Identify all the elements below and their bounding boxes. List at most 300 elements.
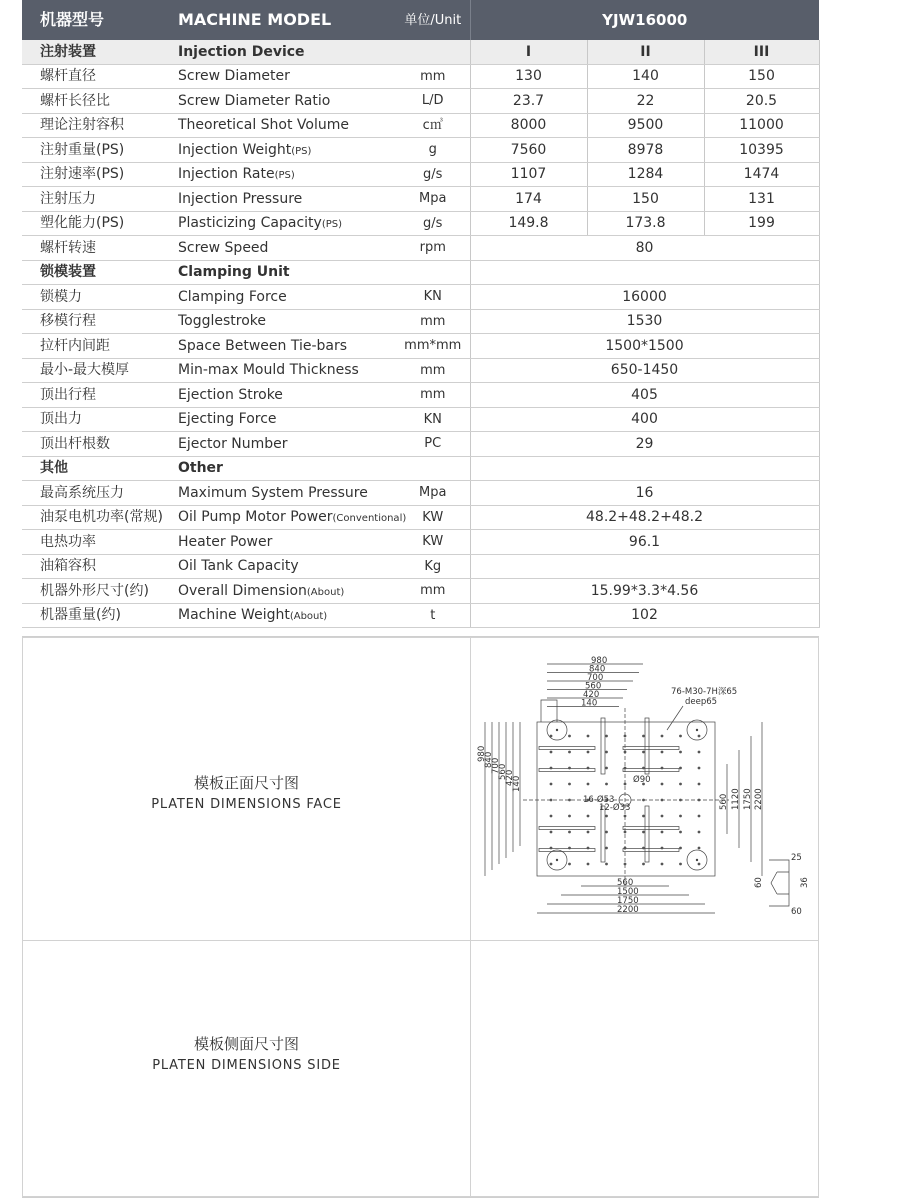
row-cn: 螺杆转速 (22, 236, 172, 261)
row-value (470, 554, 819, 579)
row-cn: 注射重量(PS) (22, 138, 172, 163)
row-unit: g/s (396, 162, 470, 187)
thread-hole (698, 847, 701, 850)
slot-vertical (645, 806, 649, 862)
dim-label-left: 420 (505, 769, 515, 786)
row-cn: 最高系统压力 (22, 481, 172, 506)
dim-label-bottom: 1500 (617, 887, 639, 897)
row-en (172, 113, 396, 138)
row-unit: Mpa (396, 481, 470, 506)
row-value: 1474 (704, 162, 819, 187)
thread-hole (642, 735, 645, 738)
thread-hole (568, 735, 571, 738)
row-en-text: Plasticizing Capacity (178, 215, 322, 232)
row-value: 48.2+48.2+48.2 (470, 505, 819, 530)
thread-hole (642, 815, 645, 818)
row-en (172, 64, 396, 89)
section-en: Injection Device (172, 40, 396, 64)
table-row (22, 505, 819, 530)
thread-hole (605, 767, 608, 770)
thread-hole (698, 799, 701, 802)
slot (623, 769, 679, 772)
row-cn: 塑化能力(PS) (22, 211, 172, 236)
row-value: 130 (470, 64, 587, 89)
row-en (172, 554, 396, 579)
dim-label-bottom: 2200 (617, 905, 639, 915)
section-unit (396, 260, 470, 285)
row-value: 150 (587, 187, 704, 212)
row-en (172, 358, 396, 383)
thread-hole (642, 751, 645, 754)
thread-hole (698, 783, 701, 786)
table-row (22, 138, 819, 163)
thread-hole (679, 799, 682, 802)
thread-hole (698, 767, 701, 770)
section-injection (22, 40, 819, 64)
slot-vertical (645, 718, 649, 774)
section-clamping (22, 260, 819, 285)
row-en-text: Injection Rate (178, 166, 275, 183)
row-unit: Mpa (396, 187, 470, 212)
dim-label-left: 140 (512, 775, 522, 792)
thread-hole (624, 735, 627, 738)
table-row (22, 481, 819, 506)
thread-hole (642, 831, 645, 834)
thread-hole (661, 783, 664, 786)
slot (539, 769, 595, 772)
spec-table-body (22, 0, 819, 628)
slot-detail (769, 860, 789, 906)
face-caption-cell (22, 637, 471, 941)
face-drawing-cell (470, 637, 819, 941)
row-cn: 电热功率 (22, 530, 172, 555)
row-unit: PC (396, 432, 470, 457)
thread-hole (624, 863, 627, 866)
thread-hole (587, 831, 590, 834)
row-unit: t (396, 603, 470, 628)
table-row (22, 383, 819, 408)
deep-note: deep65 (685, 697, 718, 707)
row-unit: c㎥ (396, 113, 470, 138)
row-en (172, 383, 396, 408)
thread-hole (587, 735, 590, 738)
thread-hole (679, 863, 682, 866)
row-value: 23.7 (470, 89, 587, 114)
thread-hole (605, 847, 608, 850)
table-row (22, 358, 819, 383)
dim-label-left: 560 (498, 763, 508, 780)
table-row (22, 113, 819, 138)
row-en (172, 309, 396, 334)
tie-bar-center (696, 729, 698, 731)
row-value: 149.8 (470, 211, 587, 236)
thread-hole (661, 847, 664, 850)
thread-hole (679, 815, 682, 818)
header-model: YJW16000 (470, 0, 819, 40)
thread-hole (550, 751, 553, 754)
side-caption-en: PLATEN DIMENSIONS SIDE (152, 1058, 341, 1073)
row-en (172, 285, 396, 310)
header-en: MACHINE MODEL (172, 0, 396, 40)
row-unit: mm (396, 383, 470, 408)
thread-hole (679, 751, 682, 754)
row-value: 20.5 (704, 89, 819, 114)
slot (539, 849, 595, 852)
row-en-text: Ejector Number (178, 435, 288, 452)
row-unit: KN (396, 285, 470, 310)
dim-label-left: 840 (484, 751, 494, 768)
table-row (22, 579, 819, 604)
thread-hole (698, 735, 701, 738)
thread-hole (624, 767, 627, 770)
face-caption (23, 772, 470, 812)
spec-table (22, 0, 820, 628)
row-en-text: Heater Power (178, 533, 273, 550)
table-row (22, 309, 819, 334)
note-leader (667, 706, 683, 730)
table-row (22, 89, 819, 114)
dim-label-top: 840 (589, 664, 606, 675)
thread-hole (568, 815, 571, 818)
thread-hole (568, 863, 571, 866)
row-unit: g (396, 138, 470, 163)
row-unit: mm (396, 309, 470, 334)
thread-hole (679, 783, 682, 786)
dim-label-top: 560 (585, 681, 602, 692)
row-cn: 最小-最大模厚 (22, 358, 172, 383)
section-cn: 其他 (22, 456, 172, 481)
thread-hole (568, 783, 571, 786)
row-cn: 油泵电机功率(常规) (22, 505, 172, 530)
thread-hole (568, 799, 571, 802)
slot (539, 747, 595, 750)
row-value: 400 (470, 407, 819, 432)
thread-hole (679, 847, 682, 850)
thread-hole (661, 815, 664, 818)
thread-hole (587, 767, 590, 770)
thread-hole (698, 815, 701, 818)
slot-dim-25: 25 (791, 853, 802, 863)
row-cn: 移模行程 (22, 309, 172, 334)
holes-a-label: 16-Ø53 (583, 795, 615, 805)
slot-dim-60b: 60 (791, 907, 802, 917)
row-cn: 顶出行程 (22, 383, 172, 408)
column-label: III (704, 40, 819, 64)
dim-label-bottom: 1750 (617, 896, 639, 906)
row-cn: 顶出杆根数 (22, 432, 172, 457)
face-caption-cn: 模板正面尺寸图 (193, 774, 299, 792)
thread-hole (624, 815, 627, 818)
row-value: 1284 (587, 162, 704, 187)
row-value: 102 (470, 603, 819, 628)
thread-hole (568, 751, 571, 754)
row-unit: KN (396, 407, 470, 432)
row-en-text: Ejection Stroke (178, 386, 283, 403)
row-en-text: Screw Diameter Ratio (178, 92, 331, 109)
row-cn: 注射速率(PS) (22, 162, 172, 187)
thread-hole (661, 863, 664, 866)
slot-vertical (601, 718, 605, 774)
dim-label-top: 980 (591, 656, 608, 666)
row-value: 131 (704, 187, 819, 212)
thread-hole (587, 847, 590, 850)
row-value: 22 (587, 89, 704, 114)
table-row (22, 236, 819, 261)
row-en-note: (PS) (321, 219, 342, 231)
row-value: 8000 (470, 113, 587, 138)
thread-hole (550, 783, 553, 786)
thread-hole (605, 831, 608, 834)
row-value: 199 (704, 211, 819, 236)
thread-hole (624, 783, 627, 786)
row-value: 8978 (587, 138, 704, 163)
side-caption (23, 1033, 470, 1073)
section-blank (470, 260, 819, 285)
table-row (22, 64, 819, 89)
row-cn: 油箱容积 (22, 554, 172, 579)
row-value: 1530 (470, 309, 819, 334)
thread-hole (568, 831, 571, 834)
table-row (22, 187, 819, 212)
thread-hole (550, 815, 553, 818)
dim-label-top: 420 (583, 690, 600, 700)
section-other (22, 456, 819, 481)
side-drawing-cell (470, 940, 819, 1197)
platen-tab (541, 700, 557, 722)
dim-label-right: 1750 (743, 788, 753, 810)
row-en (172, 211, 396, 236)
row-value: 16 (470, 481, 819, 506)
row-en-text: Togglestroke (178, 313, 267, 330)
section-en: Other (172, 456, 396, 481)
row-unit: Kg (396, 554, 470, 579)
platen-face-drawing (471, 638, 818, 940)
row-cn: 机器外形尺寸(约) (22, 579, 172, 604)
row-value: 96.1 (470, 530, 819, 555)
row-en (172, 138, 396, 163)
dim-label-top: 140 (581, 698, 598, 709)
row-cn: 锁模力 (22, 285, 172, 310)
row-en-text: Oil Tank Capacity (178, 558, 299, 575)
row-value: 140 (587, 64, 704, 89)
slot (539, 827, 595, 830)
row-cn: 螺杆直径 (22, 64, 172, 89)
thread-hole (642, 863, 645, 866)
section-en: Clamping Unit (172, 260, 396, 285)
row-unit: rpm (396, 236, 470, 261)
row-en-text: Space Between Tie-bars (178, 337, 348, 354)
table-row (22, 554, 819, 579)
row-en-text: Overall Dimension (178, 582, 307, 599)
row-value: 405 (470, 383, 819, 408)
tie-bar-center (696, 859, 698, 861)
thread-hole (661, 799, 664, 802)
thread-hole (605, 783, 608, 786)
slot-dim-60a: 60 (754, 877, 764, 888)
row-en-text: Screw Diameter (178, 68, 290, 85)
row-unit: mm (396, 64, 470, 89)
row-cn: 顶出力 (22, 407, 172, 432)
row-en (172, 432, 396, 457)
dim-label-left: 980 (477, 745, 487, 762)
thread-hole (587, 783, 590, 786)
dim-label-top: 700 (587, 673, 604, 683)
row-cn: 螺杆长径比 (22, 89, 172, 114)
row-en (172, 505, 407, 530)
row-unit: mm*mm (396, 334, 470, 359)
row-value: 7560 (470, 138, 587, 163)
thread-hole (605, 863, 608, 866)
thread-hole (568, 847, 571, 850)
row-cn: 机器重量(约) (22, 603, 172, 628)
thread-hole (587, 751, 590, 754)
thread-hole (624, 847, 627, 850)
row-en (172, 334, 396, 359)
thread-hole (661, 735, 664, 738)
section-unit (396, 456, 470, 481)
section-blank (470, 456, 819, 481)
table-row (22, 211, 819, 236)
row-value: 1500*1500 (470, 334, 819, 359)
row-en-text: Injection Pressure (178, 190, 303, 207)
row-value: 15.99*3.3*4.56 (470, 579, 819, 604)
thread-hole (587, 815, 590, 818)
header-row (22, 0, 819, 40)
row-en (172, 530, 396, 555)
row-en-text: Clamping Force (178, 288, 287, 305)
row-en-text: Oil Pump Motor Power (178, 509, 333, 526)
header-cn: 机器型号 (22, 0, 172, 40)
table-row (22, 530, 819, 555)
section-unit (396, 40, 470, 64)
row-value: 16000 (470, 285, 819, 310)
thread-hole (550, 735, 553, 738)
dim-label-right: 2200 (754, 788, 764, 810)
table-row (22, 285, 819, 310)
thread-hole (550, 767, 553, 770)
row-en-text: Theoretical Shot Volume (178, 117, 349, 134)
row-en-text: Screw Speed (178, 239, 269, 256)
thread-hole (698, 831, 701, 834)
spec-sheet (22, 0, 819, 628)
column-label: II (587, 40, 704, 64)
thread-hole (605, 735, 608, 738)
row-value: 80 (470, 236, 819, 261)
row-en (172, 603, 396, 628)
thread-hole (679, 831, 682, 834)
slot-vertical (601, 806, 605, 862)
row-cn: 拉杆内间距 (22, 334, 172, 359)
thread-hole (661, 751, 664, 754)
drawings-area (22, 636, 819, 1198)
thread-hole (642, 799, 645, 802)
thread-hole (642, 847, 645, 850)
thread-hole (550, 799, 553, 802)
slot (623, 827, 679, 830)
center-dia-label: Ø90 (633, 775, 651, 785)
header-unit: 单位/Unit (396, 0, 470, 40)
section-cn: 锁模装置 (22, 260, 172, 285)
row-en (172, 187, 396, 212)
row-unit: g/s (396, 211, 470, 236)
thread-hole (605, 815, 608, 818)
row-value: 173.8 (587, 211, 704, 236)
row-value: 9500 (587, 113, 704, 138)
column-label: I (470, 40, 587, 64)
row-unit: mm (396, 358, 470, 383)
thread-note: 76-M30-7H深65 (671, 687, 738, 697)
dim-label-right: 560 (719, 793, 729, 810)
row-en (172, 481, 396, 506)
side-caption-cell (22, 940, 471, 1197)
row-unit: KW (396, 530, 470, 555)
row-en-note: (PS) (291, 145, 312, 157)
thread-hole (661, 767, 664, 770)
thread-hole (624, 751, 627, 754)
row-en-note: (About) (289, 611, 328, 623)
row-value: 11000 (704, 113, 819, 138)
side-caption-cn: 模板侧面尺寸图 (193, 1035, 299, 1053)
face-caption-en: PLATEN DIMENSIONS FACE (151, 797, 342, 812)
row-en (172, 89, 396, 114)
thread-hole (605, 751, 608, 754)
thread-hole (642, 767, 645, 770)
row-value: 150 (704, 64, 819, 89)
slot (623, 849, 679, 852)
thread-hole (698, 751, 701, 754)
row-en-text: Min-max Mould Thickness (178, 362, 359, 379)
thread-hole (661, 831, 664, 834)
row-en (172, 236, 396, 261)
slot-dim-36: 36 (800, 877, 810, 888)
row-unit: KW (396, 505, 470, 530)
row-value: 29 (470, 432, 819, 457)
table-row (22, 162, 819, 187)
table-row (22, 334, 819, 359)
row-en (172, 579, 396, 604)
thread-hole (624, 831, 627, 834)
tie-bar-center (556, 859, 558, 861)
slot (623, 747, 679, 750)
holes-b-label: 12-Ø33 (599, 803, 631, 813)
row-unit: mm (396, 579, 470, 604)
row-value: 1107 (470, 162, 587, 187)
row-en-text: Maximum System Pressure (178, 484, 368, 501)
thread-hole (550, 847, 553, 850)
row-en (172, 407, 396, 432)
thread-hole (550, 831, 553, 834)
row-value: 10395 (704, 138, 819, 163)
thread-hole (698, 863, 701, 866)
dim-label-left: 700 (491, 757, 501, 774)
thread-hole (679, 735, 682, 738)
table-row (22, 432, 819, 457)
section-cn: 注射装置 (22, 40, 172, 64)
table-row (22, 603, 819, 628)
row-value: 650-1450 (470, 358, 819, 383)
row-en-text: Injection Weight (178, 141, 292, 158)
row-en-text: Machine Weight (178, 607, 290, 624)
thread-hole (568, 767, 571, 770)
row-cn: 注射压力 (22, 187, 172, 212)
tie-bar-center (556, 729, 558, 731)
dim-label-bottom: 560 (617, 878, 634, 888)
dim-label-right: 1120 (731, 788, 741, 810)
row-en-text: Ejecting Force (178, 411, 277, 428)
row-en-note: (About) (306, 586, 345, 598)
thread-hole (679, 767, 682, 770)
row-cn: 理论注射容积 (22, 113, 172, 138)
